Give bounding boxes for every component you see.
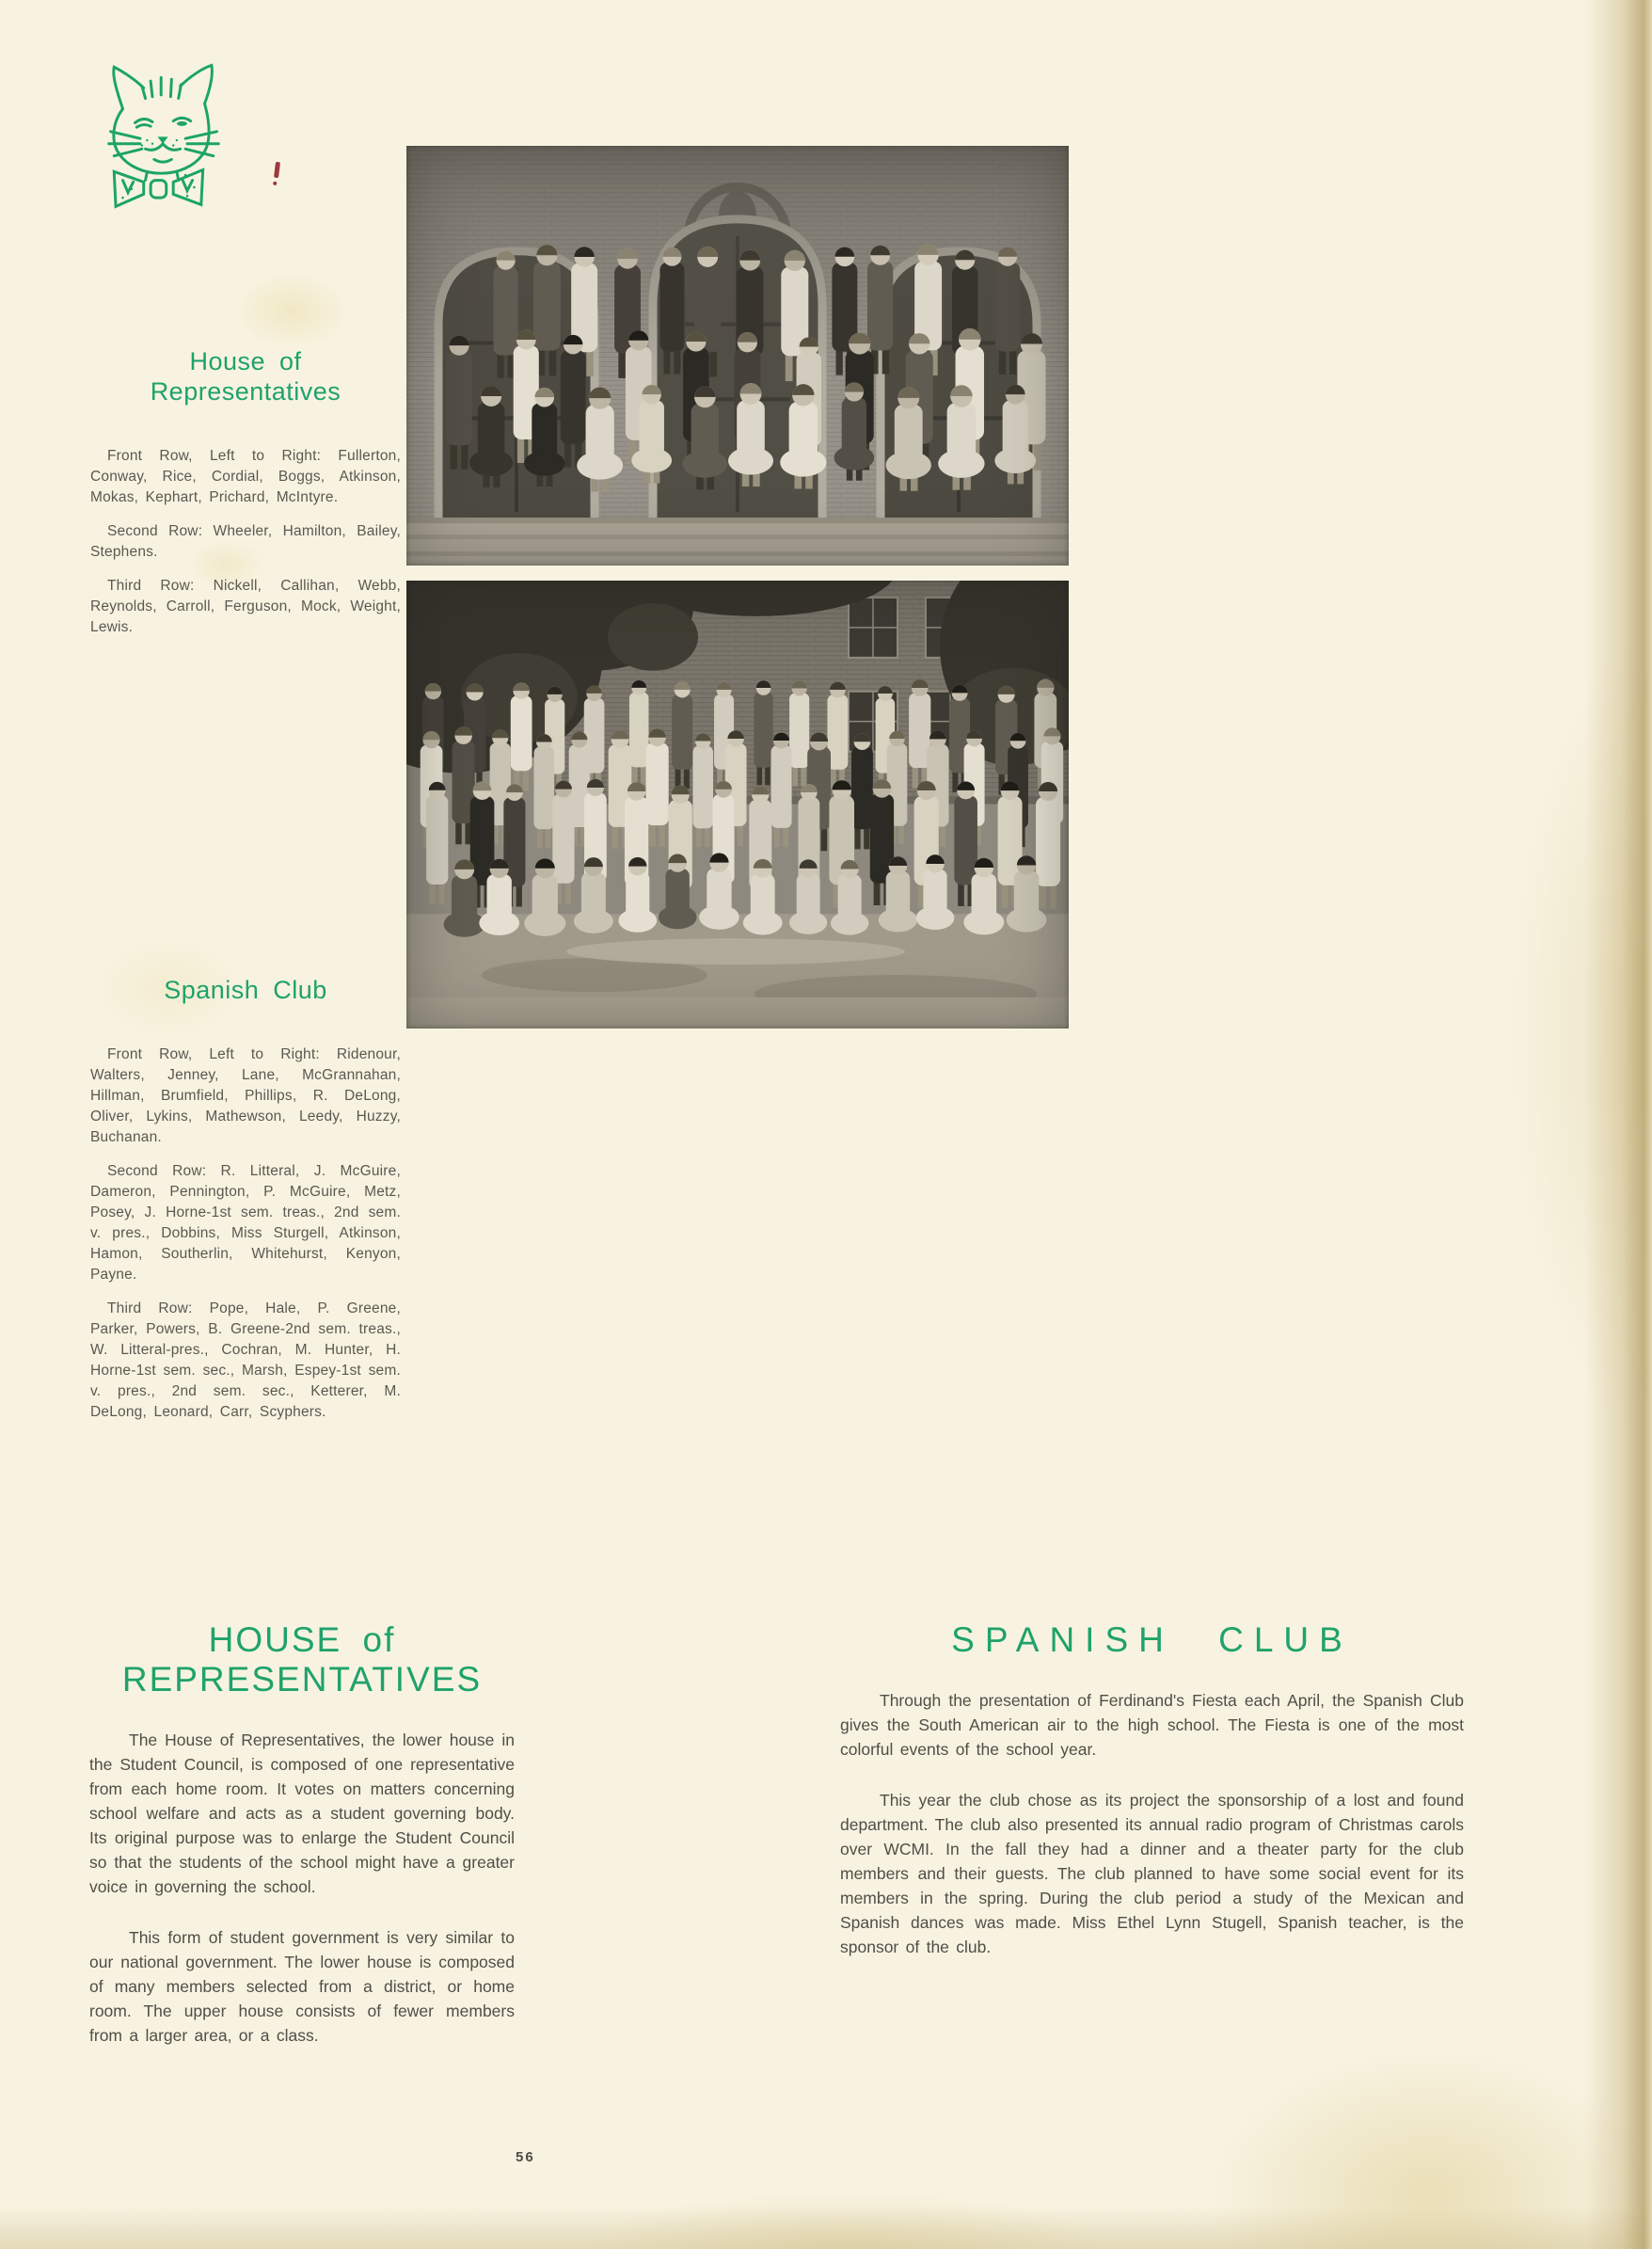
spanish-caption-heading: Spanish Club [164, 976, 327, 1004]
article-paragraph: This form of student government is very similar to our national government. The lower house is composed of many members selected from a district, or home room. The upper house consists of fewer members from a larger area, or a class. [89, 1928, 515, 2045]
caption-paragraph: Front Row, Left to Right: Fullerton, Conway, Rice, Cordial, Boggs, Atkinson, Mokas, Kephart, Prichard, McIntyre. [90, 448, 401, 505]
article-paragraph: This year the club chose as its project the sponsorship of a lost and found department. The club also presented its annual radio program of Christmas carols over WCMI. In the fall they had a dinner and a theater party for the club members and their guests. The club planned to have some social event for its members in the spring. During the club period a study of the Mexican and Spanish dances was made. Miss Ethel Lynn Stugell, Spanish teacher, is the sponsor of the club. [840, 1791, 1464, 1956]
house-group-photo [406, 146, 1069, 566]
caption-paragraph: Front Row, Left to Right: Ridenour, Walters, Jenney, Lane, McGrannahan, Hillman, Brumfield, Phillips, R. DeLong, Oliver, Lykins, Mathewson, Leedy, Huzzy, Buchanan. [90, 1046, 401, 1145]
house-article-heading: HOUSE of REPRESENTATIVES [121, 1620, 483, 1699]
page-number: 56 [516, 2149, 535, 2165]
house-caption-section [90, 346, 401, 651]
house-group-photo-image [406, 146, 1069, 566]
spanish-group-photo [406, 581, 1069, 1029]
caption-paragraph: Third Row: Pope, Hale, P. Greene, Parker, Powers, B. Greene-2nd sem. treas., W. Litteral-pres., Cochran, M. Hunter, H. Horne-1st sem. sec., Marsh, Espey-1st sem. v. pres., 2nd sem. sec., Ketterer, M. DeLong, Leonard, Carr, Scyphers. [90, 1300, 401, 1420]
spanish-group-photo-image [406, 581, 1069, 1029]
caption-paragraph: Third Row: Nickell, Callihan, Webb, Reynolds, Carroll, Ferguson, Mock, Weight, Lewis. [90, 578, 401, 635]
cat-mascot-logo [83, 58, 245, 211]
red-ink-mark [274, 162, 280, 178]
spanish-article [840, 1620, 1464, 1986]
article-paragraph: The House of Representatives, the lower house in the Student Council, is composed of one representative from each home room. It votes on matters concerning school welfare and acts as a student governing body. Its original purpose was to enlarge the Student Council so that the students of the school might have a greater voice in governing the school. [89, 1731, 515, 1896]
spanish-caption-section [90, 975, 401, 1436]
article-paragraph: Through the presentation of Ferdinand's Fiesta each April, the Spanish Club gives the South American air to the high school. The Fiesta is one of the most colorful events of the school year. [840, 1691, 1464, 1759]
caption-paragraph: Second Row: Wheeler, Hamilton, Bailey, Stephens. [90, 523, 401, 560]
spanish-article-heading: SPANISH CLUB [951, 1620, 1353, 1659]
caption-paragraph: Second Row: R. Litteral, J. McGuire, Dameron, Pennington, P. McGuire, Metz, Posey, J. Horne-1st sem. treas., 2nd sem. v. pres., Dobbins, Miss Sturgell, Atkinson, Hamon, Southerlin, Whitehurst, Kenyon, Payne. [90, 1163, 401, 1283]
house-article [89, 1620, 515, 2074]
house-caption-heading: House of Representatives [150, 347, 342, 406]
